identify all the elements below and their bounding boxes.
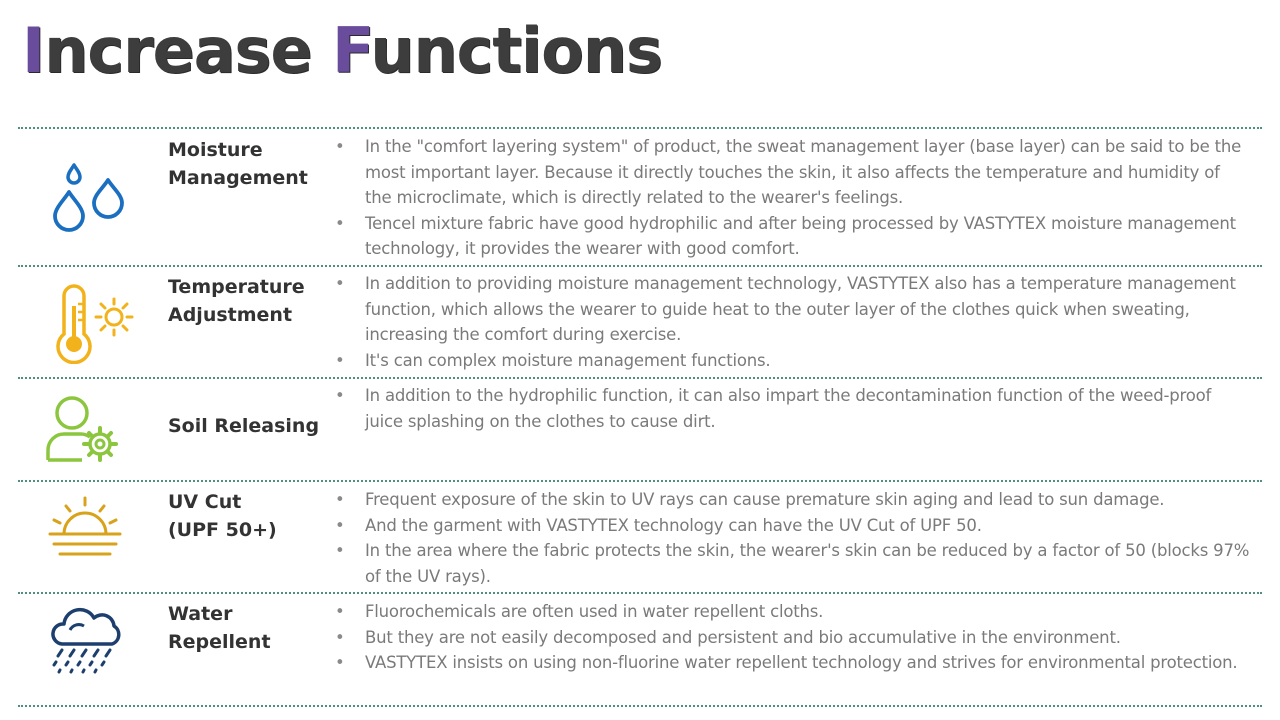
function-label: Water Repellent <box>168 603 271 653</box>
bullet-item: • Tencel mixture fabric have good hydrophilic and after being processed by VASTYTEX moisture management technology, it provides the wearer with good comfort. <box>335 211 1250 262</box>
bullet-item: • VASTYTEX insists on using non-fluorine water repellent technology and strives for environmental protection. <box>335 650 1250 676</box>
bullet-item: • And the garment with VASTYTEX technology can have the UV Cut of UPF 50. <box>335 513 1250 539</box>
function-label: Soil Releasing <box>168 415 320 437</box>
divider <box>18 592 1262 594</box>
title-word-rest-1: ncrease <box>44 14 332 87</box>
bullet-item: • Fluorochemicals are often used in water repellent cloths. <box>335 599 1250 625</box>
divider <box>18 705 1262 707</box>
function-label: Moisture Management <box>168 139 308 189</box>
sunrise-icon <box>46 494 136 584</box>
bullet-list <box>335 383 1250 434</box>
rain-cloud-icon <box>48 604 138 694</box>
bullet-item: • In addition to the hydrophilic function, it can also impart the decontamination function of the weed-proof juice splashing on the clothes to cause dirt. <box>335 383 1250 434</box>
divider <box>18 480 1262 482</box>
divider <box>18 377 1262 379</box>
bullet-item: • Frequent exposure of the skin to UV rays can cause premature skin aging and lead to sun damage. <box>335 487 1250 513</box>
divider <box>18 127 1262 129</box>
thermometer-sun-icon <box>46 284 136 374</box>
bullet-item: • In addition to providing moisture management technology, VASTYTEX also has a temperature management function, which allows the wearer to guide heat to the outer layer of the clothes quick when sweating, increasing the comfort during exercise. <box>335 271 1250 348</box>
bullet-list <box>335 271 1250 373</box>
bullet-item: • It's can complex moisture management functions. <box>335 348 1250 374</box>
page-title <box>22 14 662 87</box>
title-word-rest-2: unctions <box>370 14 662 87</box>
divider <box>18 265 1262 267</box>
bullet-item: • But they are not easily decomposed and persistent and bio accumulative in the environment. <box>335 625 1250 651</box>
bullet-item: • In the "comfort layering system" of product, the sweat management layer (base layer) can be said to be the most important layer. Because it directly touches the skin, it also affects the temperature and humidity of the microclimate, which is directly related to the wearer's feelings. <box>335 134 1250 211</box>
function-label: Temperature Adjustment <box>168 276 305 326</box>
bullet-list <box>335 487 1250 589</box>
user-gear-icon <box>44 392 134 482</box>
function-label: UV Cut (UPF 50+) <box>168 491 277 541</box>
bullet-item: • In the area where the fabric protects the skin, the wearer's skin can be reduced by a factor of 50 (blocks 97% of the UV rays). <box>335 538 1250 589</box>
bullet-list <box>335 599 1250 676</box>
title-initial-i: I <box>22 14 45 87</box>
water-drops-icon <box>44 152 134 242</box>
bullet-list <box>335 134 1250 262</box>
title-initial-f: F <box>331 14 371 87</box>
